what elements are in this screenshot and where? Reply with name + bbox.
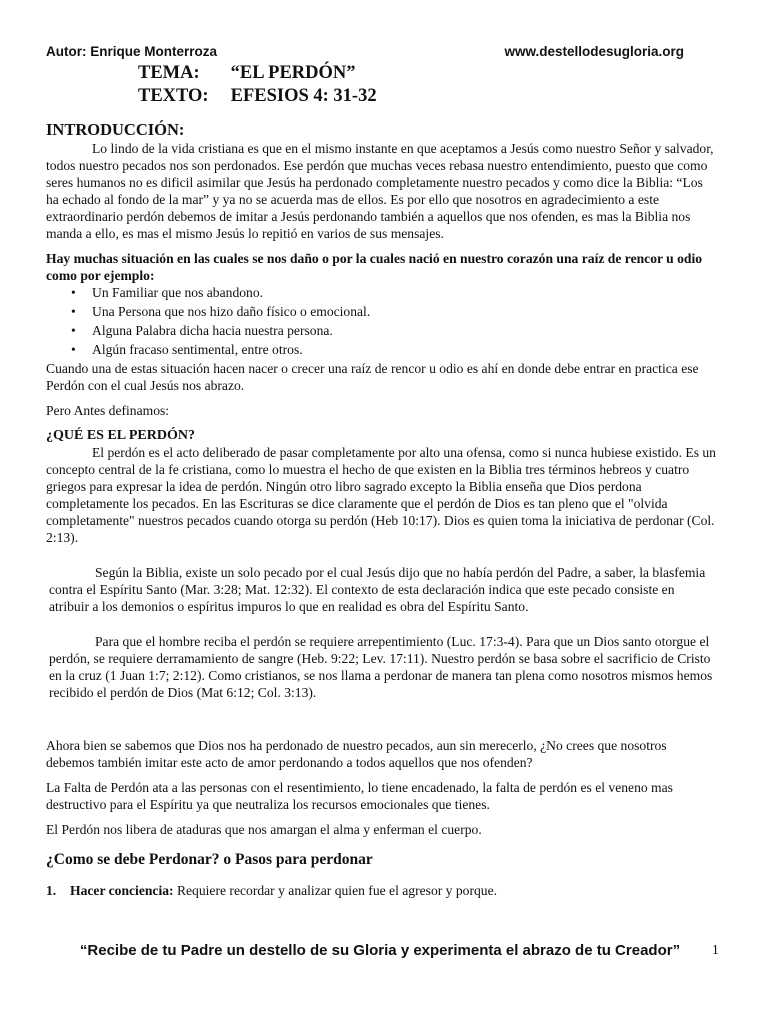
step-number: 1. xyxy=(46,883,57,898)
texto-line xyxy=(138,85,377,108)
perdon-libera-paragraph: El Perdón nos libera de ataduras que nos amargan el alma y enferman el cuerpo. xyxy=(46,822,482,837)
step-item xyxy=(46,882,716,899)
footer-quote: “Recibe de tu Padre un destello de su Gloria y experimenta el abrazo de tu Creador” xyxy=(79,942,681,959)
bullet-icon: • xyxy=(71,304,76,319)
list-item xyxy=(71,303,716,320)
falta-perdon-paragraph: La Falta de Perdón ata a las personas con el resentimiento, lo tiene encadenado, la falta de perdón es el veneno mas destructivo para el Espíritu ya que neutraliza los recursos emocionales que tienes. xyxy=(46,780,673,812)
list-item xyxy=(71,341,716,358)
bullet-icon: • xyxy=(71,342,76,357)
situations-list xyxy=(46,284,716,358)
page-header xyxy=(46,44,684,62)
bullet-icon: • xyxy=(71,285,76,300)
list-item-text: Algún fracaso sentimental, entre otros. xyxy=(92,342,303,357)
author-label: Autor: Enrique Monterroza xyxy=(46,44,217,59)
intro-heading: INTRODUCCIÓN: xyxy=(46,120,185,139)
step-title: Hacer conciencia: xyxy=(70,883,174,898)
que-es-paragraph-2: Según la Biblia, existe un solo pecado por el cual Jesús dijo que no había perdón del Padre, a saber, la blasfemia contra el Espíritu Santo (Mar. 3:28; Mat. 12:32). El contexto de esta declaración indica que este pecado consiste en atribuir a los demonios o espíritus impuros lo que en realidad es obra del Espíritu Santo. xyxy=(49,565,706,614)
que-es-paragraph-1: El perdón es el acto deliberado de pasar completamente por alto una ofensa, como si nunca hubiese existido. Es un concepto central de la fe cristiana, como lo muestra el hecho de que existen en la Biblia tres términos hebreos y cuatro griegos para expresar la idea de perdón. Ningún otro libro sagrado excepto la Biblia enseña que Dios perdona completamente los pecados. En las Escrituras se dice claramente que el perdón de Dios es tan pleno que el "olvida completamente" nuestros pecados cuando otorga su perdón (Heb 10:17). Dios es quien toma la iniciativa de perdonar (Col. 2:13). xyxy=(46,445,716,545)
tema-label: TEMA: xyxy=(138,63,200,83)
tema-value: “EL PERDÓN” xyxy=(230,63,356,83)
tema-block xyxy=(138,62,377,108)
list-item xyxy=(71,322,716,339)
list-item-text: Un Familiar que nos abandono. xyxy=(92,285,264,300)
document-body xyxy=(46,120,716,899)
que-es-paragraph-3: Para que el hombre reciba el perdón se requiere arrepentimiento (Luc. 17:3-4). Para que un Dios santo otorgue el perdón, se requiere derramamiento de sangre (Heb. 9:22; Lev. 17:11). Nuestro perdón se basa sobre el sacrificio de Cristo en la cruz (1 Juan 1:7; 2:12). Como cristianos, se nos llama a perdonar de manera tan plena como nosotros mismos hemos recibido el perdón de Dios (Mat 6:12; Col. 3:13). xyxy=(49,634,713,700)
after-bullets-paragraph: Cuando una de estas situación hacen nacer o crecer una raíz de rencor u odio es ahí en donde debe entrar en practica ese Perdón con el cual Jesús nos abrazo. xyxy=(46,361,699,393)
ahora-paragraph: Ahora bien se sabemos que Dios nos ha perdonado de nuestro pecados, aun sin merecerlo, ¿No crees que nosotros debemos también imitar este acto de amor perdonando a todos aquellos que nos ofenden? xyxy=(46,738,667,770)
website-label: www.destellodesugloria.org xyxy=(504,44,684,59)
definamos-line: Pero Antes definamos: xyxy=(46,403,170,418)
como-perdonar-heading: ¿Como se debe Perdonar? o Pasos para perdonar xyxy=(46,851,373,868)
list-item-text: Alguna Palabra dicha hacia nuestra persona. xyxy=(92,323,333,338)
list-item xyxy=(71,284,716,301)
steps-list xyxy=(46,882,716,899)
tema-line xyxy=(138,62,377,85)
que-es-heading: ¿QUÉ ES EL PERDÓN? xyxy=(46,428,195,443)
texto-value: EFESIOS 4: 31-32 xyxy=(230,86,377,106)
texto-label: TEXTO: xyxy=(138,86,209,106)
list-item-text: Una Persona que nos hizo daño físico o emocional. xyxy=(92,304,371,319)
step-text: Requiere recordar y analizar quien fue el agresor y porque. xyxy=(173,883,498,898)
bullet-icon: • xyxy=(71,323,76,338)
situations-intro: Hay muchas situación en las cuales se nos daño o por la cuales nació en nuestro corazón una raíz de rencor u odio como por ejemplo: xyxy=(46,251,703,283)
page-number: 1 xyxy=(712,942,719,957)
intro-paragraph: Lo lindo de la vida cristiana es que en el mismo instante en que aceptamos a Jesús como nuestro Señor y salvador, todos nuestro pecados nos son perdonados. Ese perdón que muchas veces rebasa nuestro entendimiento, puesto que como seres humanos no es dificil asimilar que Jesús ha perdonado completamente nuestro pecados y como dice la Biblia: “Los ha echado al fondo de la mar” y ya no se acuerda mas de ellos. Es por ello que nosotros en agradecimiento a este extraordinario perdón debemos de imitar a Jesús perdonando también a aquellos que nos ofenden, es mas la Biblia nos manda a ello, es mas el mismo Jesús lo repitió en varios de sus mensajes. xyxy=(46,141,714,241)
